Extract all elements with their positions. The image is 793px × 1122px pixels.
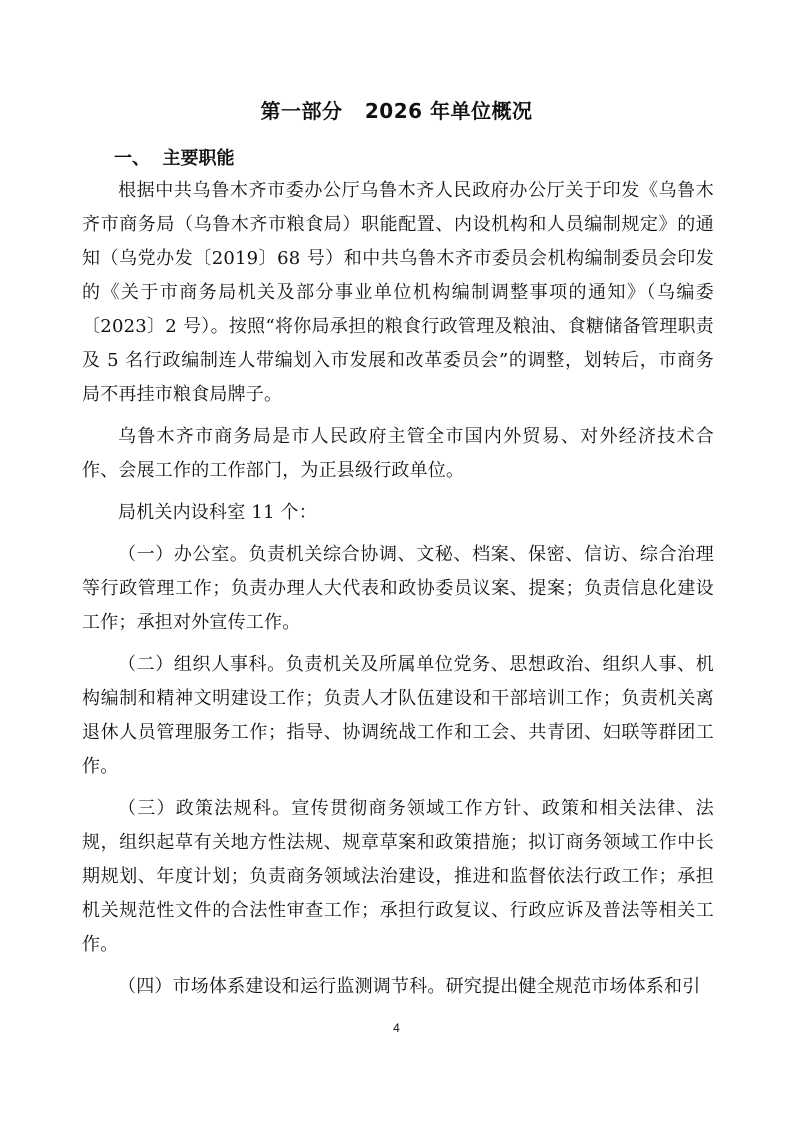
paragraph-bureau-nature: 乌鲁木齐市商务局是市人民政府主管全市国内外贸易、对外经济技术合作、会展工作的工作部门，为正县级行政单位。 [82, 426, 714, 481]
section-heading: 一、 主要职能 [114, 148, 235, 169]
paragraph-policy-regulation: （三）政策法规科。宣传贯彻商务领域工作方针、政策和相关法律、法规，组织起草有关地方性法规、规章草案和政策措施；拟订商务领域工作中长期规划、年度计划；负责商务领域法治建设，推进和监督依法行政工作；承担机关规范性文件的合法性审查工作；承担行政复议、行政应诉及普法等相关工作。 [82, 798, 714, 955]
page-title: 第一部分 2026 年单位概况 [260, 99, 533, 123]
paragraph-market-system: （四）市场体系建设和运行监测调节科。研究提出健全规范市场体系和引 [118, 976, 701, 997]
page-number: 4 [393, 1021, 400, 1035]
paragraph-departments-count: 局机关内设科室 11 个： [118, 502, 317, 523]
paragraph-office: （一）办公室。负责机关综合协调、文秘、档案、保密、信访、综合治理等行政管理工作；负责办理人大代表和政协委员议案、提案；负责信息化建设工作；承担对外宣传工作。 [82, 544, 714, 633]
paragraph-personnel: （二）组织人事科。负责机关及所属单位党务、思想政治、组织人事、机构编制和精神文明建设工作；负责人才队伍建设和干部培训工作；负责机关离退休人员管理服务工作；指导、协调统战工作和工会、共青团、妇联等群团工作。 [82, 654, 714, 777]
paragraph-basis: 根据中共乌鲁木齐市委办公厅乌鲁木齐人民政府办公厅关于印发《乌鲁木齐市商务局（乌鲁木齐市粮食局）职能配置、内设机构和人员编制规定》的通知（乌党办发〔2019〕68 号）和中共乌鲁木齐市委员会机构编制委员会印发的《关于市商务局机关及部分事业单位机构编制调整事项的通知》（乌编委〔2023〕2 号）。按照“将你局承担的粮食行政管理及粮油、食糖储备管理职责及 5 名行政编制连人带编划入市发展和改革委员会”的调整，划转后，市商务局不再挂市粮食局牌子。 [82, 180, 714, 405]
document-body [82, 174, 714, 1012]
